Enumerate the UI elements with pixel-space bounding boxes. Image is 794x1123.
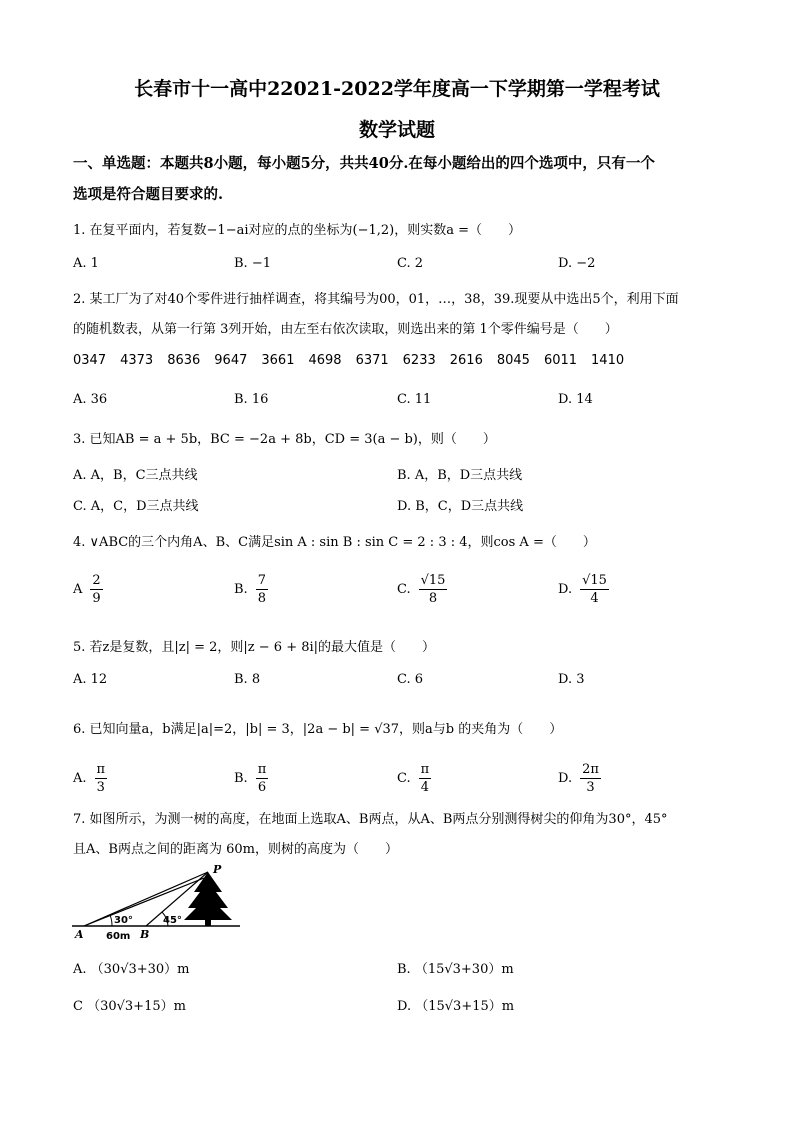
fraction: [95, 762, 108, 795]
q1-option-d: D. −2: [558, 256, 596, 271]
q6-option-a-label: A.: [73, 771, 87, 786]
q5-option-d: D. 3: [558, 672, 585, 687]
exam-subtitle: 数学试题: [358, 119, 435, 141]
q6-option-c-label: C.: [397, 771, 411, 786]
fraction-denominator: 3: [96, 780, 105, 795]
q2-option-d: D. 14: [558, 392, 593, 407]
fraction: [580, 573, 609, 606]
label-a: A: [75, 928, 84, 941]
q6-option-a: [73, 762, 107, 795]
fraction-numerator: π: [96, 762, 106, 777]
fraction-denominator: 4: [420, 780, 430, 795]
fraction: [419, 762, 432, 795]
q1-options: [0, 256, 794, 278]
fraction-numerator: π: [420, 762, 430, 777]
q5-options: [0, 672, 794, 694]
q3-option-d: D. B，C，D三点共线: [397, 499, 524, 514]
fraction-numerator: π: [257, 762, 267, 777]
fraction-numerator: √15: [582, 573, 607, 588]
label-b: B: [140, 928, 150, 941]
q6-option-c: [397, 762, 431, 795]
random-number: 2616: [449, 353, 483, 368]
q6-option-d: [558, 762, 601, 795]
q3-option-c: C. A，C，D三点共线: [73, 499, 199, 514]
random-number-table: [73, 353, 638, 368]
angle-label-a: 30°: [114, 915, 133, 926]
q7-option-a: A. （30√3+30）m: [73, 962, 190, 977]
q3-options-row2: [0, 495, 794, 517]
random-number: 6371: [355, 353, 389, 368]
q4-option-c: [397, 573, 447, 606]
q6-options: [0, 762, 794, 802]
q4-option-d: [558, 573, 609, 606]
q1-option-c: C. 2: [397, 256, 424, 271]
fraction: [256, 762, 269, 795]
q2-options: [0, 392, 794, 414]
q1-option-a: A. 1: [73, 256, 99, 271]
q1-option-b: B. −1: [234, 256, 271, 271]
fraction: [90, 573, 102, 606]
q3-option-b: B. A，B，D三点共线: [397, 468, 523, 483]
q4-option-a-label: A: [73, 582, 83, 597]
q7-option-d: D. （15√3+15）m: [397, 999, 515, 1014]
q2-stem-line2: 的随机数表，从第一行第 3列开始，由左至右依次读取，则选出来的第 1个零件编号是（ ）: [73, 322, 618, 337]
q5-option-b: B. 8: [234, 672, 261, 687]
tree-height-figure: [70, 862, 242, 942]
q7-stem-line1: 7. 如图所示，为测一树的高度，在地面上选取A、B两点，从A、B两点分别测得树尖的仰角为30°，45°: [73, 812, 668, 827]
q4-stem: 4. ∨ABC的三个内角A、B、C满足sin A : sin B : sin C = 2 : 3 : 4，则cos A =（ ）: [73, 535, 596, 550]
q3-stem: 3. 已知AB = a + 5b，BC = −2a + 8b，CD = 3(a − b)，则（ ）: [73, 432, 496, 447]
q4-option-a: [73, 573, 103, 606]
q6-option-d-label: D.: [558, 771, 573, 786]
fraction-denominator: 4: [590, 591, 599, 606]
random-number: 0347: [73, 353, 107, 368]
random-number: 8636: [167, 353, 201, 368]
fraction: [419, 573, 448, 606]
q2-option-c: C. 11: [397, 392, 432, 407]
tree-icon: [184, 872, 232, 926]
q6-option-b: [234, 762, 268, 795]
exam-title: 长春市十一高中22021-2022学年度高一下学期第一学程考试: [134, 78, 660, 100]
q2-option-b: B. 16: [234, 392, 269, 407]
q2-option-a: A. 36: [73, 392, 108, 407]
q7-stem-line2: 且A、B两点之间的距离为 60m，则树的高度为（ ）: [73, 842, 398, 857]
fraction: [256, 573, 268, 606]
fraction-numerator: 2π: [582, 762, 599, 777]
random-number: 8045: [496, 353, 530, 368]
q4-option-b: [234, 573, 268, 606]
q5-stem: 5. 若z是复数，且|z| = 2，则|z − 6 + 8i|的最大值是（ ）: [73, 640, 436, 655]
q5-option-a: A. 12: [73, 672, 108, 687]
fraction-numerator: 7: [257, 573, 266, 588]
random-number: 3661: [261, 353, 295, 368]
fraction-denominator: 3: [586, 780, 595, 795]
random-number: 9647: [214, 353, 248, 368]
q7-option-b: B. （15√3+30）m: [397, 962, 514, 977]
q3-option-a: A. A，B，C三点共线: [73, 468, 198, 483]
fraction-numerator: 2: [92, 573, 101, 588]
random-number: 4698: [308, 353, 342, 368]
angle-arc-a: [110, 915, 112, 926]
random-number: 1410: [591, 353, 625, 368]
q2-stem-line1: 2. 某工厂为了对40个零件进行抽样调查，将其编号为00，01，…，38，39.现要从中选出5个，利用下面: [73, 292, 679, 307]
fraction-denominator: 9: [92, 591, 101, 606]
q7-options-row2: [0, 995, 794, 1017]
q4-option-c-label: C.: [397, 582, 411, 597]
fraction-denominator: 6: [257, 780, 267, 795]
q7-option-c: C （30√3+15）m: [73, 999, 186, 1014]
q5-option-c: C. 6: [397, 672, 424, 687]
angle-label-b: 45°: [163, 915, 182, 926]
q1-stem: 1. 在复平面内，若复数−1−ai对应的点的坐标为(−1,2)，则实数a =（ ）: [73, 223, 521, 238]
q6-stem: 6. 已知向量a，b满足|a|=2，|b| = 3，|2a − b| = √37，则a与b 的夹角为（ ）: [73, 722, 563, 737]
q4-options: [0, 573, 794, 613]
fraction: [580, 762, 601, 795]
q4-option-b-label: B.: [234, 582, 248, 597]
label-p: P: [213, 863, 222, 876]
q4-option-d-label: D.: [558, 582, 573, 597]
random-number: 6011: [543, 353, 578, 368]
q3-options-row1: [0, 464, 794, 486]
random-number: 6233: [402, 353, 436, 368]
section-heading-line2: 选项是符合题目要求的.: [73, 186, 224, 203]
section-heading-line1: 一、单选题：本题共8小题，每小题5分，共共40分.在每小题给出的四个选项中，只有一个: [73, 155, 655, 172]
fraction-denominator: 8: [257, 591, 266, 606]
q7-options-row1: [0, 958, 794, 980]
fraction-numerator: √15: [420, 573, 446, 588]
random-number: 4373: [120, 353, 154, 368]
fraction-denominator: 8: [428, 591, 438, 606]
distance-label: 60m: [106, 931, 131, 942]
q6-option-b-label: B.: [234, 771, 248, 786]
